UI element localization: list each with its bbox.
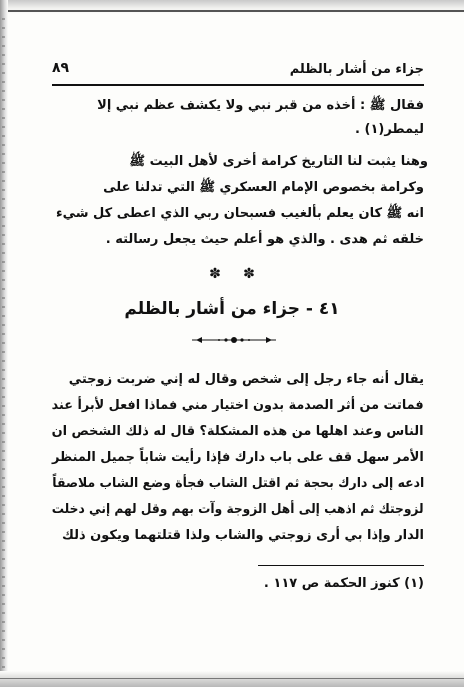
footnote <box>52 574 424 596</box>
paragraph-line: ليمطر(١) . <box>355 122 424 137</box>
footnote-rule <box>258 565 424 566</box>
paragraph-3 <box>52 370 424 556</box>
footnote-text: (١) كنوز الحكمة ص ١١٧ . <box>263 576 424 591</box>
paragraph-line: لزوجتك ثم اذهب إلى أهل الزوجة وآت بهم وقل لهم إني دخلت <box>52 502 424 517</box>
paragraph-line: وكرامة بخصوص الإمام العسكري ﷺ التي تدلنا على <box>103 180 424 195</box>
paragraph-line: فقال ﷺ : أخذه من قبر نبي ولا يكشف عظم نبي إلا <box>97 98 424 113</box>
heading-flourish-icon <box>192 334 276 346</box>
section-heading: ٤١ - جزاء من أشار بالظلم <box>124 299 340 319</box>
paragraph-line: خلقه ثم هدى . والذي هو أعلم حيث يجعل رسالته . <box>105 232 424 247</box>
section-ornament <box>208 266 256 282</box>
paragraph-line: الدار وإذا بي أرى زوجتي والشاب ولذا قتلتهما ويكون ذلك <box>61 528 424 543</box>
paragraph-line: الأمر سهل قف على باب دارك فإذا رأيت شاباً جميل المنظر <box>52 450 424 465</box>
paragraph-line: فماتت من أثر الصدمة بدون اختيار مني فماذا افعل لأبرأ عند <box>52 398 424 413</box>
paragraph-line: وهنا يثبت لنا التاريخ كرامة أخرى لأهل البيت ﷺ <box>129 154 428 169</box>
scan-edge-bottom <box>0 671 464 687</box>
paragraph-line: انه ﷺ كان يعلم بألغيب فسبحان ربي الذي اعطى كل شيء <box>55 206 424 221</box>
scan-edge-top-line <box>0 10 464 12</box>
asterism-icon: ✽ <box>209 266 221 282</box>
paragraph-1 <box>52 96 424 142</box>
page-number: ٨٩ <box>52 60 70 76</box>
running-head <box>52 62 424 82</box>
asterism-icon: ✽ <box>243 266 255 282</box>
paragraph-line: يقال أنه جاء رجل إلى شخص وقال له إني ضربت زوجتي <box>68 372 424 387</box>
scan-edge-bottom-line <box>0 678 464 679</box>
paragraph-line: ادعه إلى دارك بحجة ثم اقتل الشاب فجأة وضع الشاب ملاصقاً <box>51 476 424 491</box>
binding-perforation <box>2 18 5 668</box>
paragraph-2 <box>52 152 428 248</box>
paragraph-line: الناس وعند اهلها من هذه المشكلة؟ قال له ذلك الشخص ان <box>52 424 424 439</box>
header-rule <box>52 84 424 86</box>
running-title: جزاء من أشار بالظلم <box>289 62 424 77</box>
